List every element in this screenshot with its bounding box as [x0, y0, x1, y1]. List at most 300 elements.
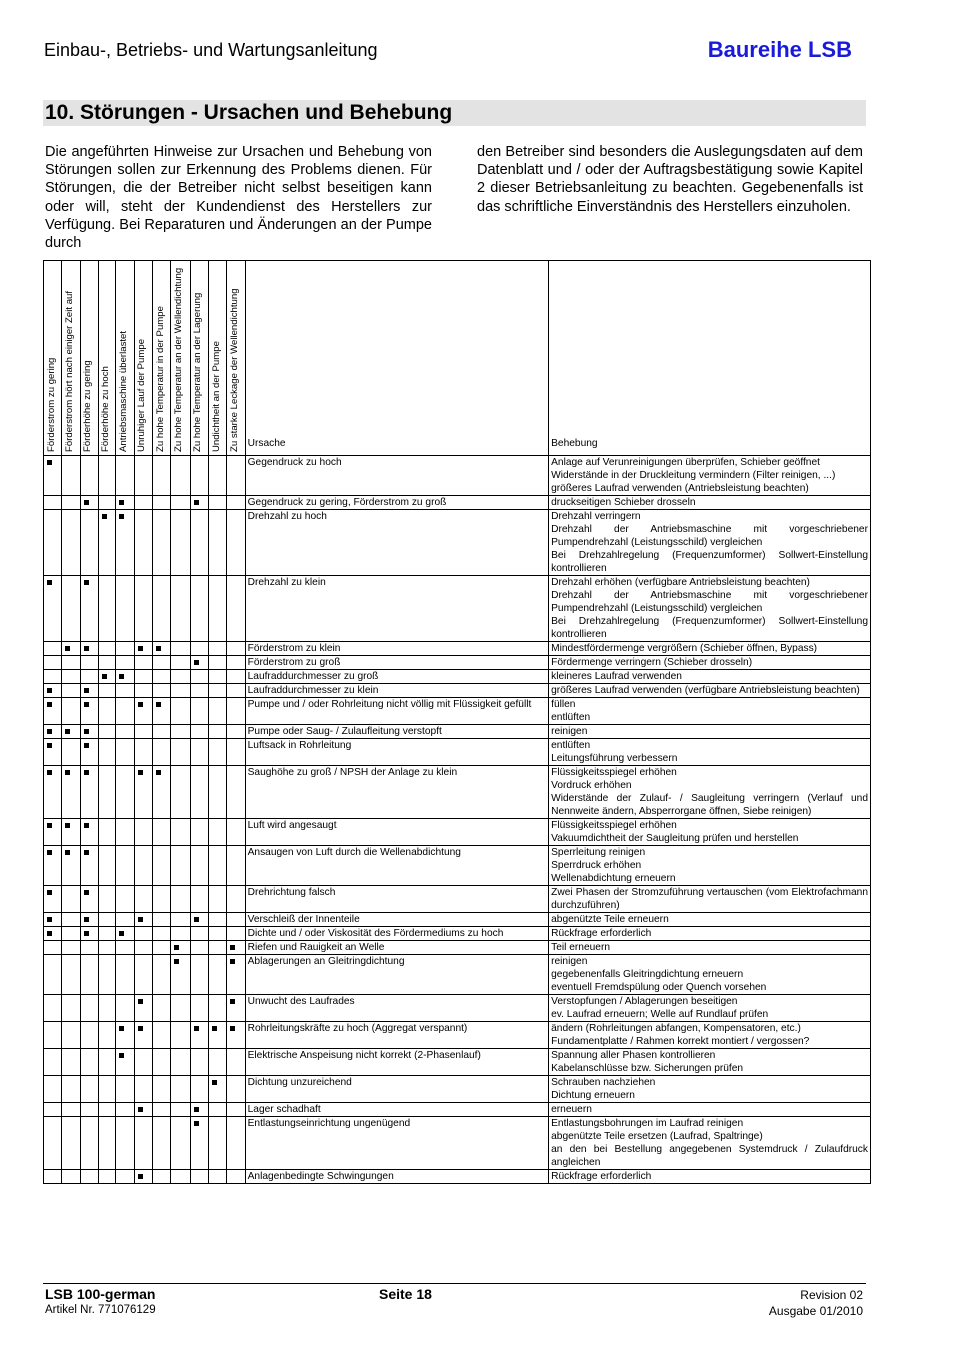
symptom-mark-cell — [227, 576, 245, 642]
symptom-mark-cell — [190, 684, 208, 698]
symptom-mark-cell — [44, 496, 62, 510]
symptom-header — [227, 261, 245, 456]
symptom-mark-cell — [190, 576, 208, 642]
fix-cell — [549, 1117, 871, 1170]
symptom-mark-cell — [44, 642, 62, 656]
symptom-mark-cell — [134, 913, 152, 927]
symptom-mark-cell — [62, 1049, 80, 1076]
table-row — [44, 456, 871, 496]
symptom-mark-cell — [208, 995, 226, 1022]
mark-square-icon — [119, 1053, 124, 1058]
symptom-mark-cell — [208, 576, 226, 642]
symptom-header — [62, 261, 80, 456]
mark-square-icon — [47, 702, 52, 707]
fix-line: reinigen — [551, 726, 588, 737]
fix-cell — [549, 684, 871, 698]
mark-square-icon — [119, 514, 124, 519]
symptom-mark-cell — [208, 819, 226, 846]
symptom-mark-cell — [171, 496, 190, 510]
symptom-mark-cell — [208, 496, 226, 510]
fix-line: erneuern — [551, 1104, 592, 1115]
symptom-mark-cell — [227, 698, 245, 725]
symptom-mark-cell — [134, 1076, 152, 1103]
symptom-mark-cell — [80, 927, 98, 941]
symptom-mark-cell — [190, 656, 208, 670]
fix-line: Drehzahl der Antriebsmaschine mit vorgeschriebener Pumpendrehzahl (Leistungsschild) vergleichen — [551, 590, 868, 614]
cause-cell: Unwucht des Laufrades — [245, 995, 549, 1022]
symptom-mark-cell — [152, 725, 170, 739]
symptom-mark-cell — [62, 941, 80, 955]
mark-square-icon — [138, 702, 143, 707]
symptom-mark-cell — [227, 496, 245, 510]
symptom-mark-cell — [62, 725, 80, 739]
symptom-mark-cell — [190, 955, 208, 995]
symptom-header — [116, 261, 134, 456]
table-row — [44, 510, 871, 576]
mark-square-icon — [47, 688, 52, 693]
symptom-mark-cell — [227, 886, 245, 913]
symptom-header — [98, 261, 115, 456]
symptom-mark-cell — [227, 510, 245, 576]
symptom-mark-cell — [171, 1170, 190, 1184]
symptom-mark-cell — [44, 846, 62, 886]
symptom-mark-cell — [62, 670, 80, 684]
symptom-mark-cell — [44, 576, 62, 642]
fix-line: größeres Laufrad verwenden (Antriebsleistung beachten) — [551, 483, 809, 494]
symptom-mark-cell — [227, 1103, 245, 1117]
symptom-mark-cell — [98, 819, 115, 846]
symptom-mark-cell — [152, 1117, 170, 1170]
symptom-mark-cell — [98, 739, 115, 766]
mark-square-icon — [102, 674, 107, 679]
symptom-mark-cell — [190, 725, 208, 739]
fix-cell — [549, 1103, 871, 1117]
fix-line: Widerstände in der Druckleitung vermindern (Filter reinigen, ...) — [551, 470, 836, 481]
symptom-mark-cell — [134, 995, 152, 1022]
document-header-title: Einbau-, Betriebs- und Wartungsanleitung — [44, 40, 378, 60]
symptom-mark-cell — [44, 819, 62, 846]
mark-square-icon — [84, 743, 89, 748]
symptom-mark-cell — [227, 1117, 245, 1170]
mark-square-icon — [84, 850, 89, 855]
cause-cell: Förderstrom zu klein — [245, 642, 549, 656]
symptom-mark-cell — [208, 656, 226, 670]
fix-cell — [549, 927, 871, 941]
symptom-mark-cell — [134, 456, 152, 496]
fix-cell — [549, 913, 871, 927]
symptom-mark-cell — [80, 886, 98, 913]
table-row — [44, 739, 871, 766]
symptom-mark-cell — [44, 1117, 62, 1170]
intro-text-left: Die angeführten Hinweise zur Ursachen und Behebung von Störungen sollen zur Erkennung des Problems dienen. Für Störungen, die der Betreiber nicht selbst beseitigen kann oder will, steht der Kundendienst des Herstellers zur Verfügung. Bei Reparaturen und Änderungen an der Pumpe durch — [45, 144, 432, 252]
symptom-mark-cell — [152, 739, 170, 766]
symptom-mark-cell — [152, 995, 170, 1022]
symptom-mark-cell — [171, 1103, 190, 1117]
fix-line: reinigen — [551, 956, 588, 967]
symptom-mark-cell — [227, 456, 245, 496]
symptom-mark-cell — [227, 1049, 245, 1076]
symptom-mark-cell — [116, 846, 134, 886]
symptom-label: Förderstrom zu gering — [45, 357, 57, 452]
symptom-mark-cell — [190, 927, 208, 941]
symptom-mark-cell — [62, 766, 80, 819]
symptom-mark-cell — [190, 1022, 208, 1049]
symptom-mark-cell — [116, 766, 134, 819]
symptom-mark-cell — [208, 456, 226, 496]
symptom-mark-cell — [208, 642, 226, 656]
table-row — [44, 642, 871, 656]
symptom-mark-cell — [116, 576, 134, 642]
symptom-mark-cell — [190, 1076, 208, 1103]
symptom-mark-cell — [80, 846, 98, 886]
symptom-mark-cell — [227, 642, 245, 656]
symptom-mark-cell — [62, 642, 80, 656]
mark-square-icon — [119, 674, 124, 679]
fix-line: Anlage auf Verunreinigungen überprüfen, Schieber geöffnet — [551, 457, 820, 468]
symptom-mark-cell — [80, 456, 98, 496]
table-row — [44, 1117, 871, 1170]
cause-cell: Dichte und / oder Viskosität des Fördermediums zu hoch — [245, 927, 549, 941]
symptom-mark-cell — [80, 739, 98, 766]
table-row — [44, 1170, 871, 1184]
symptom-mark-cell — [134, 927, 152, 941]
mark-square-icon — [138, 1107, 143, 1112]
mark-square-icon — [102, 514, 107, 519]
symptom-mark-cell — [171, 886, 190, 913]
cause-cell: Drehzahl zu klein — [245, 576, 549, 642]
fix-cell — [549, 510, 871, 576]
symptom-mark-cell — [44, 1049, 62, 1076]
symptom-mark-cell — [80, 510, 98, 576]
symptom-mark-cell — [98, 1076, 115, 1103]
fix-cell — [549, 456, 871, 496]
symptom-mark-cell — [171, 670, 190, 684]
symptom-mark-cell — [171, 927, 190, 941]
symptom-mark-cell — [152, 846, 170, 886]
cause-cell: Laufraddurchmesser zu klein — [245, 684, 549, 698]
symptom-mark-cell — [98, 576, 115, 642]
symptom-mark-cell — [171, 698, 190, 725]
symptom-mark-cell — [134, 670, 152, 684]
cause-cell: Dichtung unzureichend — [245, 1076, 549, 1103]
symptom-mark-cell — [227, 1170, 245, 1184]
fix-line: Sperrleitung reinigen — [551, 847, 646, 858]
table-row — [44, 913, 871, 927]
footer-issue: Ausgabe 01/2010 — [768, 1304, 863, 1318]
cause-cell: Entlastungseinrichtung ungenügend — [245, 1117, 549, 1170]
symptom-mark-cell — [98, 995, 115, 1022]
mark-square-icon — [156, 646, 161, 651]
symptom-mark-cell — [134, 955, 152, 995]
symptom-mark-cell — [190, 846, 208, 886]
symptom-mark-cell — [152, 913, 170, 927]
symptom-mark-cell — [98, 1103, 115, 1117]
symptom-mark-cell — [190, 510, 208, 576]
symptom-mark-cell — [227, 725, 245, 739]
mark-square-icon — [65, 850, 70, 855]
symptom-mark-cell — [134, 766, 152, 819]
symptom-mark-cell — [208, 1049, 226, 1076]
mark-square-icon — [47, 917, 52, 922]
symptom-mark-cell — [227, 846, 245, 886]
symptom-mark-cell — [116, 913, 134, 927]
fix-line: Vordruck erhöhen — [551, 780, 632, 791]
symptom-mark-cell — [134, 725, 152, 739]
cause-cell: Ablagerungen an Gleitringdichtung — [245, 955, 549, 995]
mark-square-icon — [84, 729, 89, 734]
mark-square-icon — [156, 770, 161, 775]
symptom-mark-cell — [62, 1103, 80, 1117]
symptom-header — [171, 261, 190, 456]
symptom-mark-cell — [152, 656, 170, 670]
symptom-mark-cell — [171, 1076, 190, 1103]
mark-square-icon — [138, 646, 143, 651]
fix-cell — [549, 642, 871, 656]
mark-square-icon — [230, 945, 235, 950]
symptom-mark-cell — [227, 913, 245, 927]
mark-square-icon — [174, 959, 179, 964]
fix-line: abgenützte Teile ersetzen (Laufrad, Spaltringe) — [551, 1131, 763, 1142]
symptom-mark-cell — [134, 941, 152, 955]
symptom-mark-cell — [116, 1022, 134, 1049]
symptom-mark-cell — [44, 1103, 62, 1117]
symptom-mark-cell — [152, 1103, 170, 1117]
symptom-label: Undichtheit an der Pumpe — [210, 341, 222, 452]
fix-cell — [549, 766, 871, 819]
symptom-mark-cell — [152, 766, 170, 819]
mark-square-icon — [47, 743, 52, 748]
mark-square-icon — [47, 931, 52, 936]
symptom-mark-cell — [190, 819, 208, 846]
symptom-mark-cell — [171, 456, 190, 496]
symptom-mark-cell — [116, 456, 134, 496]
symptom-label: Förderstrom hört nach einiger Zeit auf — [63, 290, 75, 452]
table-row — [44, 1076, 871, 1103]
mark-square-icon — [84, 917, 89, 922]
symptom-mark-cell — [80, 698, 98, 725]
symptom-mark-cell — [116, 1103, 134, 1117]
symptom-mark-cell — [152, 819, 170, 846]
symptom-mark-cell — [171, 766, 190, 819]
fix-line: Verstopfungen / Ablagerungen beseitigen — [551, 996, 738, 1007]
symptom-mark-cell — [152, 927, 170, 941]
fix-line: Fundamentplatte / Rahmen korrekt montiert / vergossen? — [551, 1036, 810, 1047]
symptom-mark-cell — [98, 927, 115, 941]
symptom-mark-cell — [208, 846, 226, 886]
symptom-mark-cell — [116, 1076, 134, 1103]
symptom-mark-cell — [80, 656, 98, 670]
symptom-mark-cell — [44, 725, 62, 739]
symptom-mark-cell — [134, 1049, 152, 1076]
symptom-mark-cell — [80, 1049, 98, 1076]
symptom-mark-cell — [98, 1049, 115, 1076]
symptom-mark-cell — [190, 642, 208, 656]
symptom-mark-cell — [44, 995, 62, 1022]
symptom-mark-cell — [171, 1022, 190, 1049]
cause-cell: Rohrleitungskräfte zu hoch (Aggregat verspannt) — [245, 1022, 549, 1049]
mark-square-icon — [138, 999, 143, 1004]
symptom-mark-cell — [190, 739, 208, 766]
symptom-mark-cell — [208, 886, 226, 913]
mark-square-icon — [84, 702, 89, 707]
symptom-mark-cell — [190, 1117, 208, 1170]
symptom-mark-cell — [171, 941, 190, 955]
footer-article-number: Artikel Nr. 771076129 — [45, 1304, 156, 1316]
symptom-mark-cell — [62, 1170, 80, 1184]
fix-line: Kabelanschlüsse bzw. Sicherungen prüfen — [551, 1063, 744, 1074]
cause-cell: Anlagenbedingte Schwingungen — [245, 1170, 549, 1184]
table-row — [44, 1022, 871, 1049]
symptom-mark-cell — [44, 1170, 62, 1184]
cause-cell: Luftsack in Rohrleitung — [245, 739, 549, 766]
fix-line: Widerstände der Zulauf- / Saugleitung verringern (Verlauf und Nennweite ändern, Absperrorgane öffnen, Siebe reinigen) — [551, 793, 868, 817]
symptom-mark-cell — [98, 913, 115, 927]
symptom-mark-cell — [134, 1170, 152, 1184]
table-row — [44, 846, 871, 886]
symptom-mark-cell — [171, 819, 190, 846]
cause-cell: Gegendruck zu gering, Förderstrom zu groß — [245, 496, 549, 510]
symptom-mark-cell — [80, 642, 98, 656]
symptom-mark-cell — [62, 995, 80, 1022]
fix-line: Bei Drehzahlregelung (Frequenzumformer) Sollwert-Einstellung kontrollieren — [551, 616, 868, 640]
symptom-mark-cell — [134, 739, 152, 766]
symptom-mark-cell — [80, 1076, 98, 1103]
mark-square-icon — [47, 460, 52, 465]
symptom-mark-cell — [171, 725, 190, 739]
symptom-mark-cell — [98, 656, 115, 670]
symptom-mark-cell — [80, 725, 98, 739]
fix-cell — [549, 698, 871, 725]
symptom-mark-cell — [116, 496, 134, 510]
symptom-label: Förderhöhe zu gering — [82, 360, 94, 452]
symptom-mark-cell — [44, 698, 62, 725]
product-series-title: Baureihe LSB — [707, 37, 852, 62]
symptom-mark-cell — [98, 941, 115, 955]
fix-cell — [549, 886, 871, 913]
section-title: 10. Störungen - Ursachen und Behebung — [45, 101, 453, 124]
symptom-mark-cell — [116, 725, 134, 739]
symptom-mark-cell — [152, 456, 170, 496]
symptom-mark-cell — [190, 670, 208, 684]
fix-cell — [549, 656, 871, 670]
symptom-mark-cell — [98, 766, 115, 819]
symptom-mark-cell — [98, 886, 115, 913]
symptom-mark-cell — [190, 1103, 208, 1117]
symptom-mark-cell — [208, 670, 226, 684]
symptom-label: Unruhiger Lauf der Pumpe — [136, 338, 148, 452]
symptom-mark-cell — [98, 510, 115, 576]
symptom-mark-cell — [62, 576, 80, 642]
footer-page-number: Seite 18 — [379, 1286, 432, 1302]
cause-cell: Pumpe oder Saug- / Zulaufleitung verstopft — [245, 725, 549, 739]
fix-cell — [549, 1076, 871, 1103]
symptom-mark-cell — [134, 1103, 152, 1117]
fix-line: Wellenabdichtung erneuern — [551, 873, 676, 884]
symptom-mark-cell — [190, 496, 208, 510]
symptom-mark-cell — [98, 684, 115, 698]
symptom-mark-cell — [62, 739, 80, 766]
symptom-mark-cell — [208, 739, 226, 766]
symptom-mark-cell — [134, 886, 152, 913]
intro-text-right: den Betreiber sind besonders die Auslegungsdaten auf dem Datenblatt und / oder der Auftragsbestätigung sowie Kapitel 2 dieser Betriebsanleitung zu beachten. Gegebenenfalls ist das schriftliche Einverständnis des Herstellers einzuholen. — [477, 144, 863, 215]
cause-cell: Lager schadhaft — [245, 1103, 549, 1117]
fix-line: Schrauben nachziehen — [551, 1077, 656, 1088]
symptom-mark-cell — [190, 995, 208, 1022]
symptom-mark-cell — [152, 496, 170, 510]
fix-cell — [549, 1049, 871, 1076]
mark-square-icon — [138, 1174, 143, 1179]
symptom-mark-cell — [44, 941, 62, 955]
symptom-mark-cell — [80, 576, 98, 642]
symptom-mark-cell — [227, 955, 245, 995]
cause-cell: Verschleiß der Innenteile — [245, 913, 549, 927]
symptom-mark-cell — [190, 456, 208, 496]
cause-cell: Ansaugen von Luft durch die Wellenabdichtung — [245, 846, 549, 886]
symptom-mark-cell — [227, 941, 245, 955]
symptom-mark-cell — [44, 739, 62, 766]
symptom-mark-cell — [227, 1076, 245, 1103]
fix-line: Flüssigkeitsspiegel erhöhen — [551, 767, 677, 778]
fix-line: Flüssigkeitsspiegel erhöhen — [551, 820, 677, 831]
symptom-mark-cell — [134, 1117, 152, 1170]
mark-square-icon — [194, 1026, 199, 1031]
fix-line: abgenützte Teile erneuern — [551, 914, 669, 925]
symptom-mark-cell — [171, 656, 190, 670]
symptom-mark-cell — [62, 496, 80, 510]
mark-square-icon — [84, 823, 89, 828]
symptom-mark-cell — [171, 684, 190, 698]
fix-line: Teil erneuern — [551, 942, 611, 953]
table-row — [44, 995, 871, 1022]
symptom-header — [44, 261, 62, 456]
symptom-mark-cell — [80, 1117, 98, 1170]
fix-line: größeres Laufrad verwenden (verfügbare Antriebsleistung beachten) — [551, 685, 860, 696]
cause-cell: Gegendruck zu hoch — [245, 456, 549, 496]
fix-line: Sperrdruck erhöhen — [551, 860, 642, 871]
symptom-mark-cell — [62, 846, 80, 886]
symptom-mark-cell — [98, 1022, 115, 1049]
mark-square-icon — [84, 500, 89, 505]
cause-column-header: Ursache — [245, 261, 549, 456]
symptom-mark-cell — [171, 913, 190, 927]
symptom-mark-cell — [44, 955, 62, 995]
fix-cell — [549, 1022, 871, 1049]
symptom-mark-cell — [44, 656, 62, 670]
symptom-mark-cell — [80, 1103, 98, 1117]
cause-cell: Drehrichtung falsch — [245, 886, 549, 913]
fault-table — [43, 260, 871, 1184]
mark-square-icon — [47, 580, 52, 585]
symptom-mark-cell — [227, 670, 245, 684]
mark-square-icon — [138, 770, 143, 775]
symptom-mark-cell — [171, 995, 190, 1022]
table-row — [44, 1103, 871, 1117]
fix-line: ändern (Rohrleitungen abfangen, Kompensatoren, etc.) — [551, 1023, 801, 1034]
symptom-mark-cell — [62, 913, 80, 927]
mark-square-icon — [119, 931, 124, 936]
mark-square-icon — [230, 1026, 235, 1031]
symptom-mark-cell — [116, 510, 134, 576]
symptom-mark-cell — [62, 1022, 80, 1049]
symptom-mark-cell — [152, 576, 170, 642]
symptom-mark-cell — [227, 739, 245, 766]
table-row — [44, 819, 871, 846]
symptom-header — [80, 261, 98, 456]
symptom-mark-cell — [62, 886, 80, 913]
mark-square-icon — [230, 959, 235, 964]
symptom-mark-cell — [44, 927, 62, 941]
symptom-header — [152, 261, 170, 456]
